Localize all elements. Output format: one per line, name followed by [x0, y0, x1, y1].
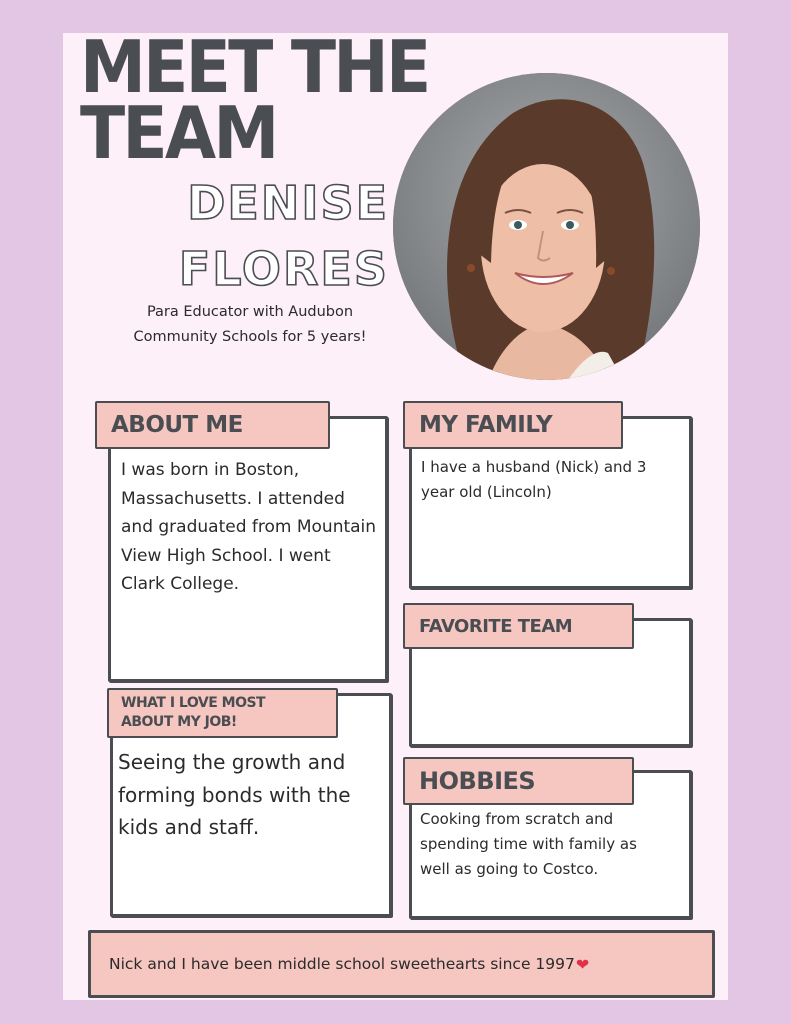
- about-me-text: I was born in Boston, Massachusetts. I attended and graduated from Mountain View High School. I went Clark College.: [121, 460, 377, 594]
- profile-photo: [393, 73, 700, 380]
- role-line-2: Community Schools for 5 years!: [133, 329, 367, 345]
- my-family-title: MY FAMILY: [419, 412, 553, 438]
- my-family-heading: [403, 401, 623, 449]
- my-family-text: I have a husband (Nick) and 3 year old (Lincoln): [421, 458, 647, 501]
- page-title: MEET THE TEAM: [80, 25, 429, 175]
- hobbies-title: HOBBIES: [419, 767, 536, 795]
- hobbies-heading: [403, 757, 634, 805]
- favorite-team-title: FAVORITE TEAM: [419, 615, 573, 637]
- hobbies-text: Cooking from scratch and spending time with family as well as going to Costco.: [420, 810, 637, 878]
- love-job-heading: [107, 688, 338, 738]
- footer-banner: [88, 930, 715, 998]
- love-job-title-line-2: ABOUT MY JOB!: [121, 714, 237, 730]
- love-job-title-line-1: WHAT I LOVE MOST: [121, 695, 266, 711]
- heart-icon: ❤: [575, 954, 590, 974]
- last-name: FLORES: [178, 242, 389, 296]
- favorite-team-heading: [403, 603, 634, 649]
- about-me-heading: [95, 401, 330, 449]
- about-me-title: ABOUT ME: [111, 412, 243, 438]
- first-name: DENISE: [187, 176, 389, 230]
- footer-text: Nick and I have been middle school sweethearts since 1997: [109, 955, 575, 973]
- portrait-illustration: [393, 73, 700, 380]
- love-job-text: Seeing the growth and forming bonds with the kids and staff.: [118, 750, 351, 839]
- role-line-1: Para Educator with Audubon: [146, 304, 354, 320]
- role-description: [100, 300, 400, 350]
